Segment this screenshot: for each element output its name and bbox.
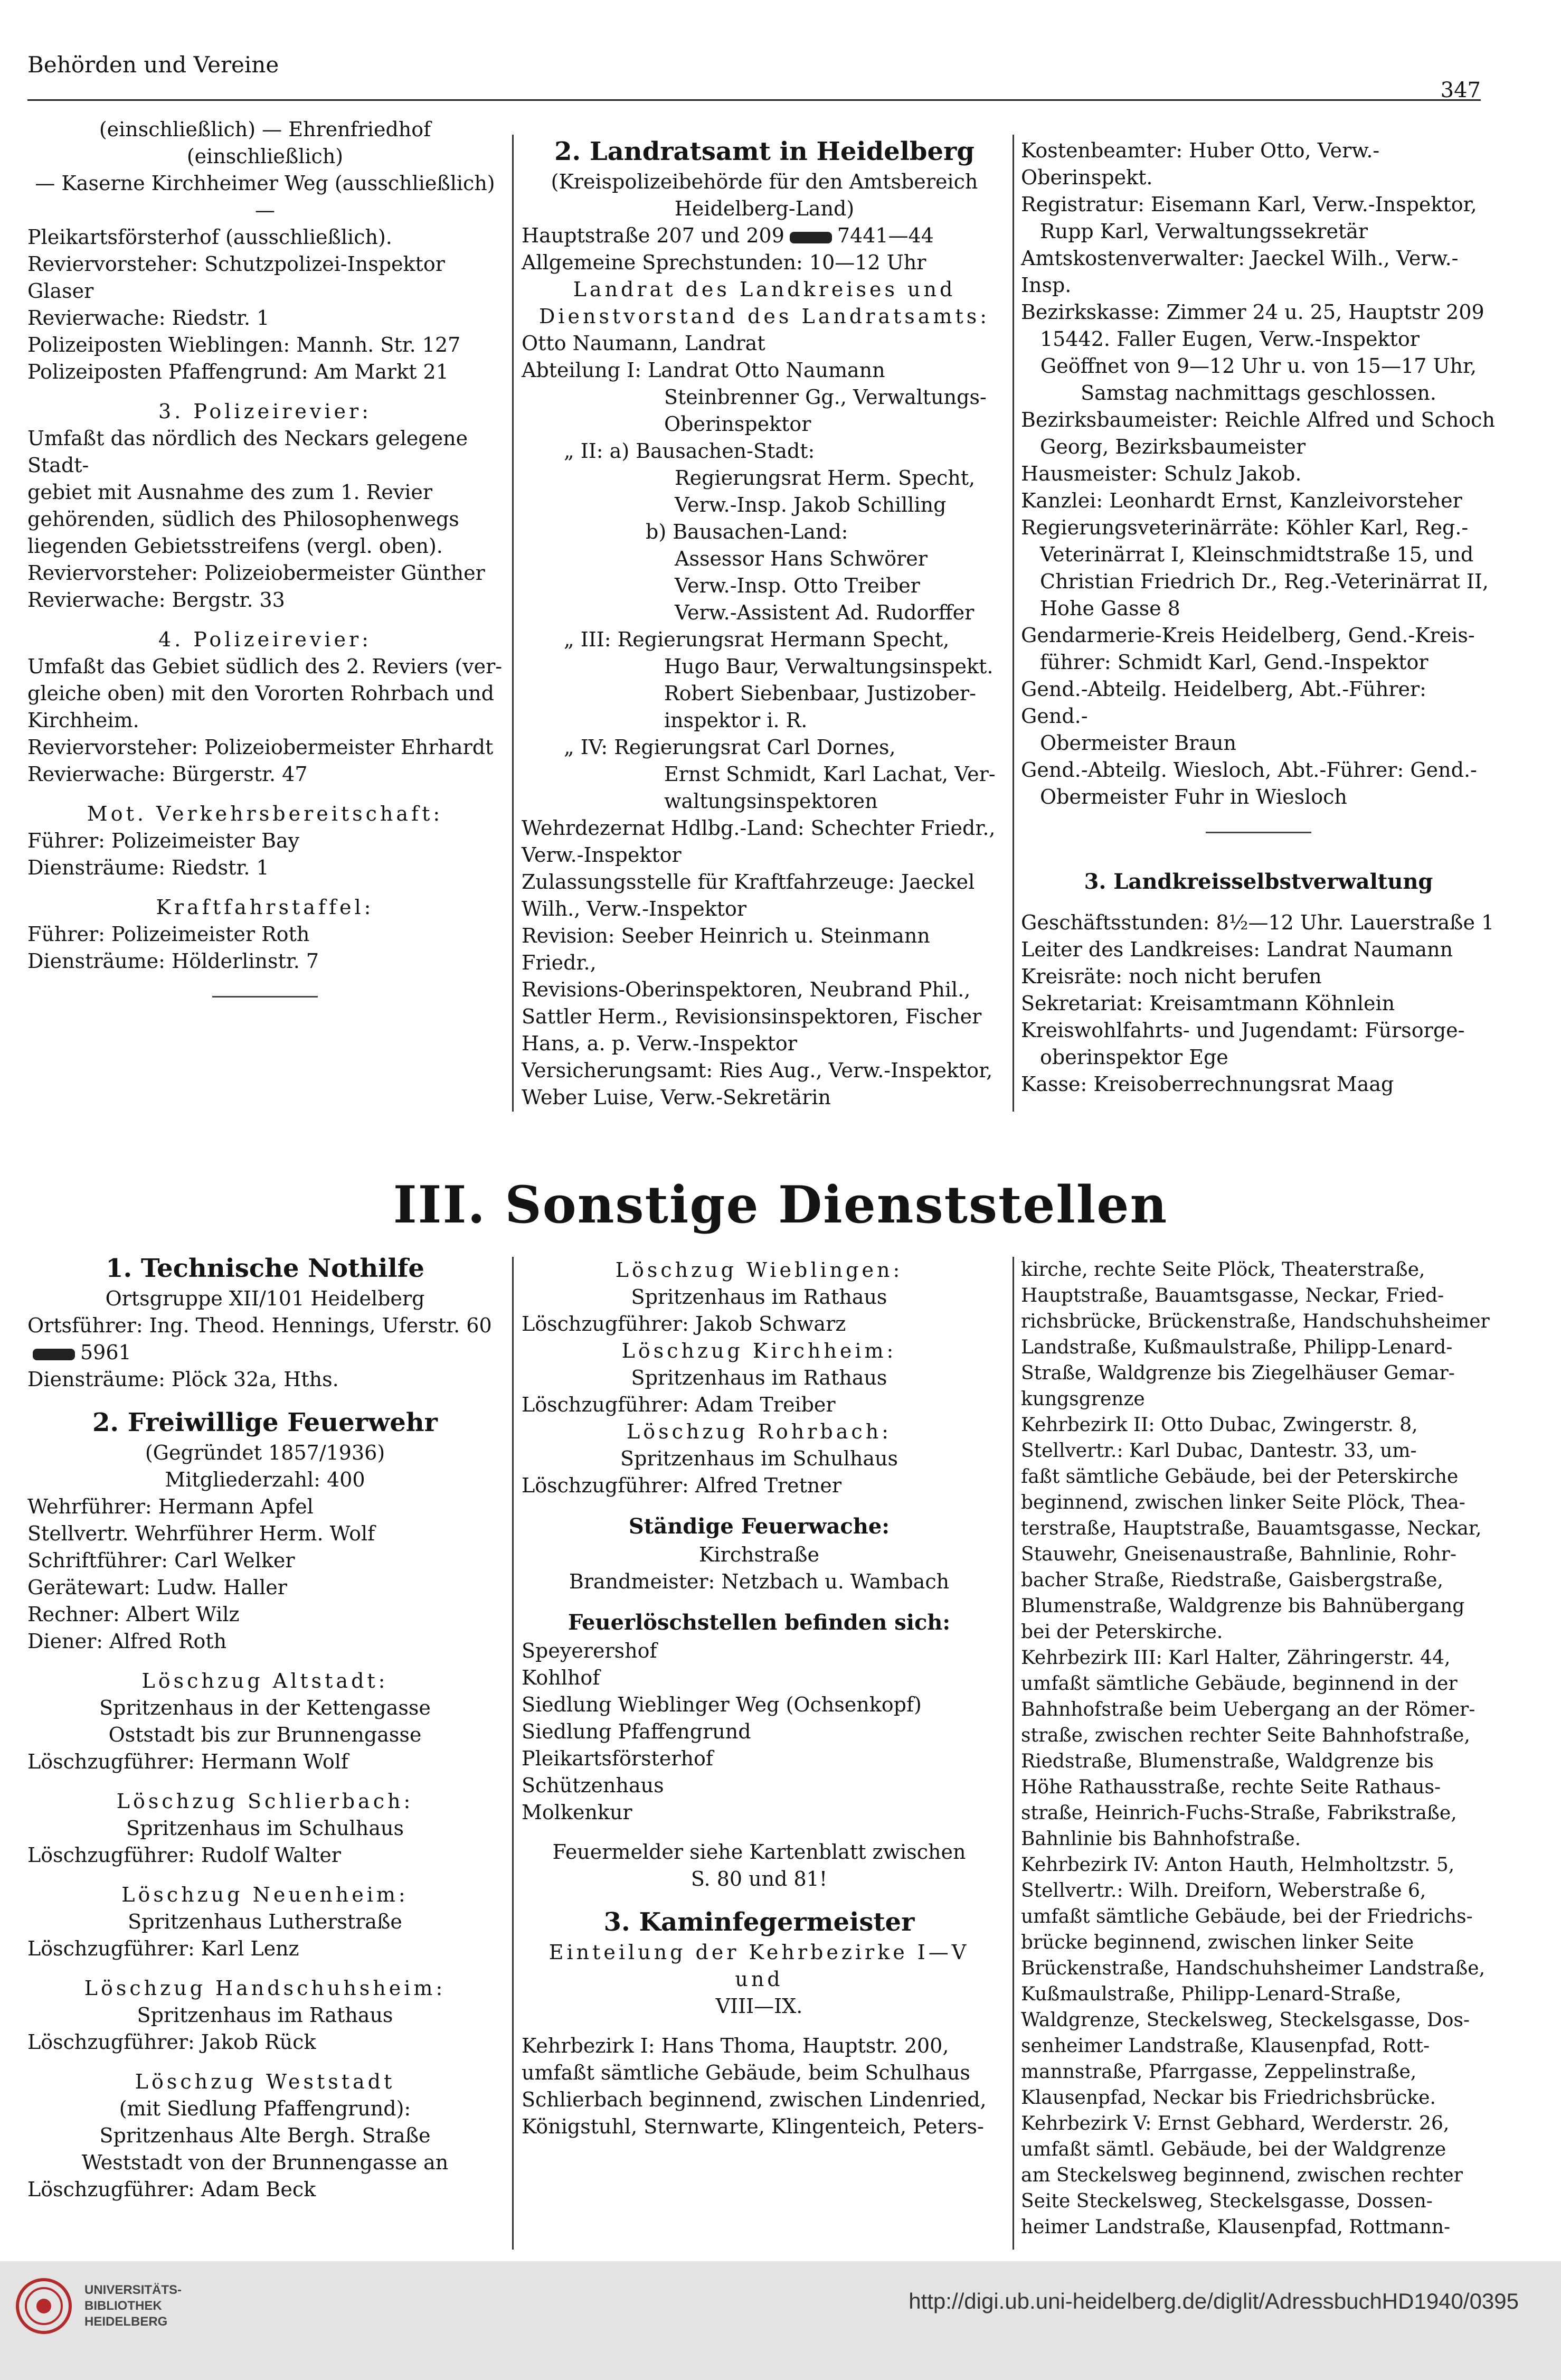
text-line: (Kreispolizeibehörde für den Amtsbereich xyxy=(551,170,978,193)
text-line: Christian Friedrich Dr., Reg.-Veterinärrat II, xyxy=(1040,570,1489,593)
text-line: gehörenden, südlich des Philosophenwegs xyxy=(27,507,459,531)
text-line: Kußmaulstraße, Philipp-Lenard-Straße, xyxy=(1021,1983,1402,2005)
logo-line: UNIVERSITÄTS- xyxy=(84,2283,182,2297)
text-line: Reviervorsteher: Schutzpolizei-Inspektor Glaser xyxy=(27,252,445,303)
text-line: umfaßt sämtliche Gebäude, beim Schulhaus xyxy=(522,2061,970,2084)
text-line: Seite Steckelsweg, Steckelsgasse, Dossen- xyxy=(1021,2190,1433,2212)
text-line: Assessor Hans Schwörer xyxy=(675,547,928,570)
text-line: inspektor i. R. xyxy=(664,709,808,732)
text-line: Gendarmerie-Kreis Heidelberg, Gend.-Kreis- xyxy=(1021,624,1475,647)
text-line: Spritzenhaus im Schulhaus xyxy=(126,1817,404,1840)
text-line: Löschzugführer: Rudolf Walter xyxy=(27,1843,341,1867)
text-line: Gerätewart: Ludw. Haller xyxy=(27,1576,287,1599)
text-line: oberinspektor Ege xyxy=(1040,1046,1228,1069)
column-divider xyxy=(512,1257,514,2250)
list-item: Pleikartsförsterhof xyxy=(522,1747,713,1770)
text-line: Löschzugführer: Alfred Tretner xyxy=(522,1474,842,1497)
text-line: Pleikartsförsterhof (ausschließlich). xyxy=(27,225,392,249)
text-line: Samstag nachmittags geschlossen. xyxy=(1081,381,1436,404)
text-line: Kasse: Kreisoberrechnungsrat Maag xyxy=(1021,1073,1394,1096)
text-line: Kehrbezirk II: Otto Dubac, Zwingerstr. 8, xyxy=(1021,1414,1418,1436)
text-line: Landstraße, Kußmaulstraße, Philipp-Lenard- xyxy=(1021,1337,1453,1358)
separator xyxy=(1206,832,1311,833)
text-line: Abteilung I: Landrat Otto Naumann xyxy=(522,359,885,382)
column-divider xyxy=(1013,135,1014,1112)
text-line: Spritzenhaus im Rathaus xyxy=(137,2003,393,2027)
text-line: Löschzugführer: Karl Lenz xyxy=(27,1937,299,1960)
text-line: Löschzugführer: Adam Beck xyxy=(27,2178,316,2201)
text-line: — Kaserne Kirchheimer Weg (ausschließlich) — xyxy=(35,172,495,222)
text-line: Kirchstraße xyxy=(699,1543,819,1566)
library-logo-text xyxy=(84,2282,182,2330)
text-line: Schriftführer: Carl Welker xyxy=(27,1549,295,1572)
logo-line: HEIDELBERG xyxy=(84,2315,168,2329)
section-title: III. Sonstige Dienststellen xyxy=(393,1175,1168,1235)
text-line: beginnend, zwischen linker Seite Plöck, Thea- xyxy=(1021,1492,1465,1513)
text-line: Spritzenhaus im Schulhaus xyxy=(620,1447,898,1470)
text-line: Sekretariat: Kreisamtmann Köhnlein xyxy=(1021,992,1395,1015)
text-line: Oststadt bis zur Brunnengasse xyxy=(108,1723,422,1746)
page-header xyxy=(27,52,1481,102)
column-1 xyxy=(27,116,503,1019)
text-line: heimer Landstraße, Klausenpfad, Rottmann- xyxy=(1021,2216,1451,2238)
text-line: richsbrücke, Brückenstraße, Handschuhsheimer xyxy=(1021,1311,1490,1332)
text-line: mannstraße, Pfarrgasse, Zeppelinstraße, xyxy=(1021,2061,1417,2083)
section-heading: 2. Landratsamt in Heidelberg xyxy=(554,137,975,166)
text-line: Verw.-Insp. Otto Treiber xyxy=(675,574,920,597)
text-line: Bahnhofstraße beim Uebergang an der Römer- xyxy=(1021,1699,1475,1720)
text-line: Kreisräte: noch nicht berufen xyxy=(1021,965,1322,988)
text-line: Hugo Baur, Verwaltungsinspekt. xyxy=(664,655,994,678)
text-line: Kehrbezirk I: Hans Thoma, Hauptstr. 200, xyxy=(522,2034,949,2057)
text-line: Verw.-Insp. Jakob Schilling xyxy=(675,493,947,516)
text-line: Höhe Rathausstraße, rechte Seite Rathaus- xyxy=(1021,1776,1441,1798)
text-line: b) Bausachen-Land: xyxy=(646,520,848,543)
text-line: VIII—IX. xyxy=(715,1995,803,2018)
subheading: Löschzug Schlierbach: xyxy=(116,1790,414,1813)
text-line: Rupp Karl, Verwaltungssekretär xyxy=(1040,220,1368,243)
text-line: Ortsführer: Ing. Theod. Hennings, Uferstr. 60 xyxy=(27,1314,492,1337)
text-line: Einteilung der Kehrbezirke I—V und xyxy=(548,1941,970,1991)
subheading: 4. Polizeirevier: xyxy=(158,628,372,651)
text-line: Sattler Herm., Revisionsinspektoren, Fischer xyxy=(522,1005,982,1028)
text-line: Waldgrenze, Steckelsweg, Steckelsgasse, Dos- xyxy=(1021,2009,1470,2031)
text-line: Königstuhl, Sternwarte, Klingenteich, Peters- xyxy=(522,2115,984,2138)
text-line: Veterinärrat I, Kleinschmidtstraße 15, und xyxy=(1040,543,1474,566)
text-line: Spritzenhaus im Rathaus xyxy=(631,1285,887,1309)
text-line: Revisions-Oberinspektoren, Neubrand Phil., xyxy=(522,978,971,1001)
text-line: Obermeister Braun xyxy=(1040,731,1237,755)
text-line: Kehrbezirk IV: Anton Hauth, Helmholtzstr. 5, xyxy=(1021,1854,1455,1876)
section-heading: 3. Kaminfegermeister xyxy=(603,1907,915,1937)
subheading: Löschzug Neuenheim: xyxy=(121,1883,409,1906)
text-line: Spritzenhaus im Rathaus xyxy=(631,1366,887,1389)
text-line: (einschließlich) — Ehrenfriedhof (einschließlich) xyxy=(99,118,431,168)
subheading: Kraftfahrstaffel: xyxy=(156,896,374,919)
text-line: senheimer Landstraße, Klausenpfad, Rott- xyxy=(1021,2035,1430,2057)
header-rule xyxy=(27,99,1481,101)
column-divider xyxy=(1013,1257,1014,2250)
text-line: Ortsgruppe XII/101 Heidelberg xyxy=(105,1287,425,1310)
subheading: Landrat des Landkreises und xyxy=(573,278,956,301)
university-seal-icon xyxy=(15,2277,73,2335)
list-item: Kohlhof xyxy=(522,1666,600,1689)
text-line: Stellvertr.: Karl Dubac, Dantestr. 33, um- xyxy=(1021,1440,1417,1462)
phone-icon xyxy=(790,232,832,243)
text-line: Weber Luise, Verw.-Sekretärin xyxy=(522,1086,831,1109)
separator xyxy=(212,996,318,998)
text-line: Rechner: Albert Wilz xyxy=(27,1603,240,1626)
text-line: „ III: Regierungsrat Hermann Specht, xyxy=(564,628,950,651)
subheading: Löschzug Kirchheim: xyxy=(621,1339,897,1362)
list-item: Schützenhaus xyxy=(522,1774,664,1797)
text-line: Geschäftsstunden: 8½—12 Uhr. Lauerstraße 1 xyxy=(1021,911,1494,934)
text-line: waltungsinspektoren xyxy=(664,789,878,813)
text-line: Kreiswohlfahrts- und Jugendamt: Fürsorge- xyxy=(1021,1019,1465,1042)
text-line: Stauwehr, Gneisenaustraße, Bahnlinie, Rohr- xyxy=(1021,1544,1456,1565)
subheading: Löschzug Handschuhsheim: xyxy=(84,1977,446,2000)
text-line: Heidelberg-Land) xyxy=(674,197,855,220)
subheading: Mot. Verkehrsbereitschaft: xyxy=(87,802,443,825)
text-line: Kostenbeamter: Huber Otto, Verw.-Oberinspekt. xyxy=(1021,139,1380,189)
text-line: Umfaßt das nördlich des Neckars gelegene Stadt- xyxy=(27,427,468,477)
text-line: Kirchheim. xyxy=(27,709,139,732)
column-2 xyxy=(522,135,1007,1111)
text-line: Diensträume: Plöck 32a, Hths. xyxy=(27,1368,339,1391)
text-line: Spritzenhaus in der Kettengasse xyxy=(99,1696,431,1719)
text-line: Kanzlei: Leonhardt Ernst, Kanzleivorsteher xyxy=(1021,489,1462,512)
subheading: Ständige Feuerwache: xyxy=(628,1514,890,1539)
text-line: Klausenpfad, Neckar bis Friedrichsbrücke. xyxy=(1021,2087,1436,2109)
text-line: Obermeister Fuhr in Wiesloch xyxy=(1040,785,1347,808)
text-line: Wehrdezernat Hdlbg.-Land: Schechter Friedr., xyxy=(522,816,996,840)
text-line: Polizeiposten Pfaffengrund: Am Markt 21 xyxy=(27,360,449,383)
text-line: Bahnlinie bis Bahnhofstraße. xyxy=(1021,1828,1301,1850)
list-item: Siedlung Pfaffengrund xyxy=(522,1720,751,1743)
text-line: Verw.-Assistent Ad. Rudorffer xyxy=(675,601,975,624)
text-line xyxy=(27,1339,503,1366)
text-line: Reviervorsteher: Polizeiobermeister Günther xyxy=(27,561,485,585)
text-line: Polizeiposten Wieblingen: Mannh. Str. 127 xyxy=(27,333,461,356)
text-line: umfaßt sämtl. Gebäude, bei der Waldgrenze xyxy=(1021,2139,1446,2160)
text-line: Hans, a. p. Verw.-Inspektor xyxy=(522,1032,797,1055)
subheading: Feuerlöschstellen befinden sich: xyxy=(567,1610,951,1635)
text-line: bacher Straße, Riedstraße, Gaisbergstraße, xyxy=(1021,1569,1443,1591)
text-line: Straße, Waldgrenze bis Ziegelhäuser Gemar- xyxy=(1021,1362,1455,1384)
text-line: Löschzugführer: Jakob Rück xyxy=(27,2030,316,2054)
text-line: Löschzugführer: Adam Treiber xyxy=(522,1393,836,1416)
text-line: Otto Naumann, Landrat xyxy=(522,332,765,355)
text-line: Revierwache: Bergstr. 33 xyxy=(27,588,285,612)
column-divider xyxy=(512,135,514,1112)
running-head: Behörden und Vereine xyxy=(27,52,279,78)
text-line: Gend.-Abteilg. Heidelberg, Abt.-Führer: Gend.- xyxy=(1021,678,1426,728)
text-line: Wilh., Verw.-Inspektor xyxy=(522,897,747,920)
address: Hauptstraße 207 und 209 xyxy=(522,224,784,247)
phone-icon xyxy=(33,1349,75,1360)
text-line: Gend.-Abteilg. Wiesloch, Abt.-Führer: Gend.- xyxy=(1021,758,1477,782)
text-line: Mitgliederzahl: 400 xyxy=(165,1468,365,1491)
text-line: Diensträume: Hölderlinstr. 7 xyxy=(27,949,319,973)
section-heading: 1. Technische Nothilfe xyxy=(106,1254,424,1283)
column-5 xyxy=(522,1257,997,2140)
subheading: Löschzug Wieblingen: xyxy=(615,1258,903,1282)
text-line: (Gegründet 1857/1936) xyxy=(145,1441,385,1464)
text-line: straße, Heinrich-Fuchs-Straße, Fabrikstraße, xyxy=(1021,1802,1457,1824)
text-line: Diener: Alfred Roth xyxy=(27,1630,227,1653)
subheading: Dienstvorstand des Landratsamts: xyxy=(538,305,990,328)
text-line: Riedstraße, Blumenstraße, Waldgrenze bis xyxy=(1021,1751,1434,1772)
text-line: Revierwache: Riedstr. 1 xyxy=(27,306,270,330)
list-item: Molkenkur xyxy=(522,1801,632,1824)
text-line: Führer: Polizeimeister Roth xyxy=(27,923,310,946)
text-line: Leiter des Landkreises: Landrat Naumann xyxy=(1021,938,1453,961)
text-line: Geöffnet von 9—12 Uhr u. von 15—17 Uhr, xyxy=(1040,354,1477,378)
subheading: 3. Polizeirevier: xyxy=(158,400,372,423)
column-3 xyxy=(1021,137,1496,1098)
text-line: Feuermelder siehe Kartenblatt zwischen xyxy=(552,1840,966,1864)
text-line: Hausmeister: Schulz Jakob. xyxy=(1021,462,1302,485)
text-line: (mit Siedlung Pfaffengrund): xyxy=(119,2097,411,2120)
text-line: Stellvertr. Wehrführer Herm. Wolf xyxy=(27,1522,375,1545)
logo-line: BIBLIOTHEK xyxy=(84,2299,162,2313)
page-number: 347 xyxy=(1440,78,1481,102)
text-line: Regierungsveterinärräte: Köhler Karl, Reg.- xyxy=(1021,516,1469,539)
text-line: gleiche oben) mit den Vororten Rohrbach und xyxy=(27,682,494,705)
text-line: Revierwache: Bürgerstr. 47 xyxy=(27,763,308,786)
section-heading: 2. Freiwillige Feuerwehr xyxy=(92,1408,438,1437)
text-line: Umfaßt das Gebiet südlich des 2. Reviers (ver- xyxy=(27,655,503,678)
text-line: „ II: a) Bausachen-Stadt: xyxy=(564,439,815,463)
text-line: Diensträume: Riedstr. 1 xyxy=(27,856,269,879)
text-line: liegenden Gebietsstreifens (vergl. oben). xyxy=(27,534,443,558)
text-line: Registratur: Eisemann Karl, Verw.-Inspektor, xyxy=(1021,193,1477,216)
text-line: Brandmeister: Netzbach u. Wambach xyxy=(569,1570,950,1593)
text-line: Revision: Seeber Heinrich u. Steinmann Friedr., xyxy=(522,924,930,974)
column-6 xyxy=(1021,1257,1496,2240)
phone-number: 7441—44 xyxy=(837,224,934,247)
text-line: führer: Schmidt Karl, Gend.-Inspektor xyxy=(1040,651,1428,674)
text-line: Georg, Bezirksbaumeister xyxy=(1040,435,1306,458)
text-line: kungsgrenze xyxy=(1021,1388,1145,1410)
text-line: Blumenstraße, Waldgrenze bis Bahnübergang xyxy=(1021,1595,1465,1617)
text-line: Weststadt von der Brunnengasse an xyxy=(81,2151,449,2174)
text-line: Robert Siebenbaar, Justizober- xyxy=(664,682,976,705)
text-line: umfaßt sämtliche Gebäude, beginnend in der xyxy=(1021,1673,1458,1695)
text-line: Oberinspektor xyxy=(664,412,811,436)
text-line: faßt sämtliche Gebäude, bei der Peterskirche xyxy=(1021,1466,1459,1488)
text-line: 15442. Faller Eugen, Verw.-Inspektor xyxy=(1040,327,1420,351)
text-line: Stellvertr.: Wilh. Dreiforn, Weberstraße 6, xyxy=(1021,1880,1426,1902)
text-line: gebiet mit Ausnahme des zum 1. Revier xyxy=(27,481,432,504)
text-line: Ernst Schmidt, Karl Lachat, Ver- xyxy=(664,763,996,786)
text-line: Hauptstraße, Bauamtsgasse, Neckar, Fried- xyxy=(1021,1285,1444,1306)
text-line: Regierungsrat Herm. Specht, xyxy=(675,466,976,490)
phone-number: 5961 xyxy=(80,1341,131,1364)
subheading: Löschzug Altstadt: xyxy=(141,1669,389,1692)
text-line: „ IV: Regierungsrat Carl Dornes, xyxy=(564,736,896,759)
column-4 xyxy=(27,1252,503,2203)
text-line: kirche, rechte Seite Plöck, Theaterstraße, xyxy=(1021,1259,1425,1281)
text-line: Steinbrenner Gg., Verwaltungs- xyxy=(664,385,987,409)
text-line: straße, zwischen rechter Seite Bahnhofstraße, xyxy=(1021,1725,1470,1746)
text-line: Spritzenhaus Lutherstraße xyxy=(128,1910,402,1933)
subheading: Löschzug Weststadt xyxy=(135,2070,395,2093)
text-line: bei der Peterskirche. xyxy=(1021,1621,1223,1643)
text-line: Verw.-Inspektor xyxy=(522,843,682,867)
text-line: Hohe Gasse 8 xyxy=(1040,597,1180,620)
text-line: Kehrbezirk V: Ernst Gebhard, Werderstr. 26, xyxy=(1021,2113,1450,2134)
text-line: Bezirkskasse: Zimmer 24 u. 25, Hauptstr 209 xyxy=(1021,300,1484,324)
text-line: S. 80 und 81! xyxy=(690,1867,828,1890)
text-line: Führer: Polizeimeister Bay xyxy=(27,829,300,852)
source-url-link[interactable]: http://digi.ub.uni-heidelberg.de/diglit/AdressbuchHD1940/0395 xyxy=(909,2289,1519,2313)
text-line xyxy=(522,222,1007,249)
text-line: umfaßt sämtliche Gebäude, bei der Friedrichs- xyxy=(1021,1906,1473,1927)
text-line: brücke beginnend, zwischen linker Seite xyxy=(1021,1932,1414,1953)
text-line: Zulassungsstelle für Kraftfahrzeuge: Jaeckel xyxy=(522,870,975,893)
text-line: Allgemeine Sprechstunden: 10—12 Uhr xyxy=(522,251,926,274)
footer-bar xyxy=(0,2261,1561,2380)
subheading: Löschzug Rohrbach: xyxy=(627,1420,892,1443)
text-line: Löschzugführer: Jakob Schwarz xyxy=(522,1312,846,1335)
text-line: Löschzugführer: Hermann Wolf xyxy=(27,1750,348,1773)
text-line: am Steckelsweg beginnend, zwischen rechter xyxy=(1021,2165,1463,2186)
text-line: Bezirksbaumeister: Reichle Alfred und Schoch xyxy=(1021,408,1495,431)
text-line: Versicherungsamt: Ries Aug., Verw.-Inspektor, xyxy=(522,1059,993,1082)
text-line: Wehrführer: Hermann Apfel xyxy=(27,1495,314,1518)
text-line: Spritzenhaus Alte Bergh. Straße xyxy=(99,2124,431,2147)
text-line: Brückenstraße, Handschuhsheimer Landstraße, xyxy=(1021,1958,1486,1979)
section-heading: 3. Landkreisselbstverwaltung xyxy=(1084,869,1433,894)
text-line: Schlierbach beginnend, zwischen Lindenried, xyxy=(522,2088,987,2111)
text-line: terstraße, Hauptstraße, Bauamtsgasse, Neckar, xyxy=(1021,1518,1482,1539)
list-item: Speyerershof xyxy=(522,1639,657,1662)
text-line: Kehrbezirk III: Karl Halter, Zähringerstr. 44, xyxy=(1021,1647,1451,1669)
list-item: Siedlung Wieblinger Weg (Ochsenkopf) xyxy=(522,1693,922,1716)
text-line: Amtskostenverwalter: Jaeckel Wilh., Verw.-Insp. xyxy=(1021,247,1459,297)
text-line: Reviervorsteher: Polizeiobermeister Ehrhardt xyxy=(27,736,494,759)
